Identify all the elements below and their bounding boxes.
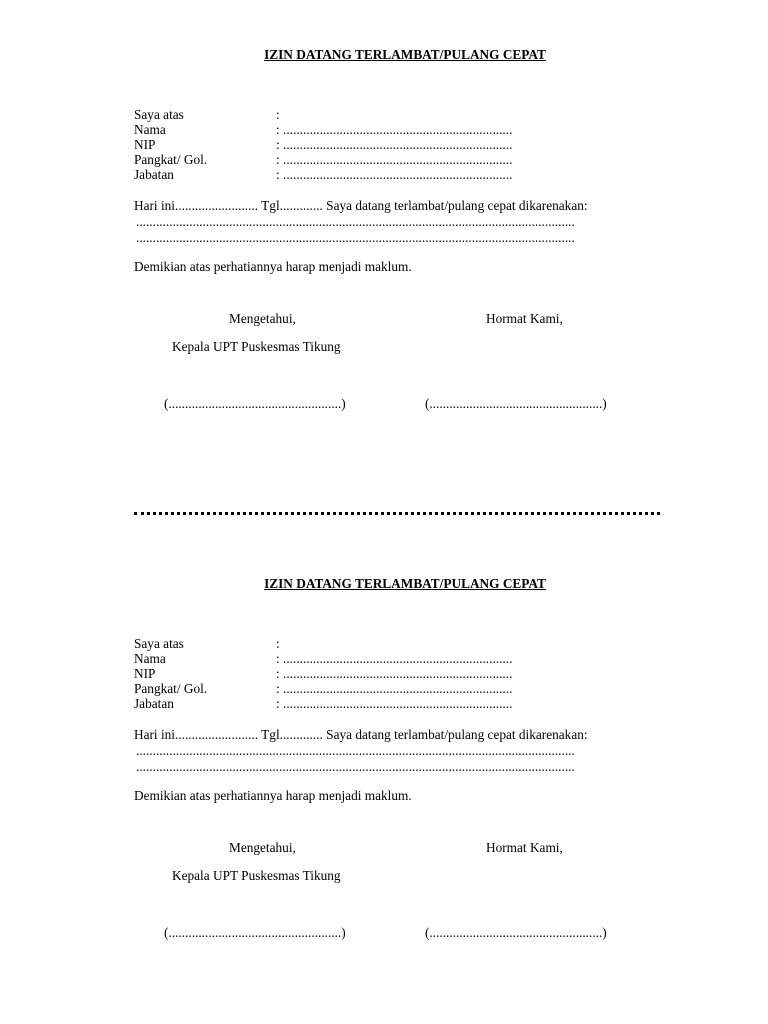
reason-dots-line: .................................................................................................................................... — [136, 230, 575, 245]
field-value: : ..................................................................... — [276, 651, 513, 666]
field-label: Pangkat/ Gol. — [134, 681, 208, 696]
field-label: NIP — [134, 666, 156, 681]
field-row-saya-atas — [134, 107, 512, 122]
field-value: : ..................................................................... — [276, 152, 513, 167]
field-row-nip — [134, 666, 512, 681]
regards-heading: Hormat Kami, — [486, 840, 563, 855]
head-of-unit-role: Kepala UPT Puskesmas Tikung — [172, 868, 341, 883]
head-signature-blank: (....................................................) — [164, 396, 346, 411]
form-title: IZIN DATANG TERLAMBAT/PULANG CEPAT — [264, 47, 546, 62]
reason-dots-line: .................................................................................................................................... — [136, 214, 575, 229]
head-signature-blank: (....................................................) — [164, 925, 346, 940]
field-label: Nama — [134, 651, 166, 666]
employee-signature-blank: (....................................................) — [425, 925, 607, 940]
head-of-unit-role: Kepala UPT Puskesmas Tikung — [172, 339, 341, 354]
regards-heading: Hormat Kami, — [486, 311, 563, 326]
identity-fields — [134, 636, 512, 711]
reason-dots-line: .................................................................................................................................... — [136, 759, 575, 774]
field-row-pangkat — [134, 152, 512, 167]
field-row-nama — [134, 122, 512, 137]
field-row-saya-atas — [134, 636, 512, 651]
field-label: Jabatan — [134, 696, 174, 711]
field-row-jabatan — [134, 167, 512, 182]
field-value: : ..................................................................... — [276, 137, 513, 152]
field-label: Jabatan — [134, 167, 174, 182]
acknowledged-heading: Mengetahui, — [229, 840, 296, 855]
field-label: Pangkat/ Gol. — [134, 152, 208, 167]
closing-statement: Demikian atas perhatiannya harap menjadi maklum. — [134, 788, 412, 803]
acknowledged-heading: Mengetahui, — [229, 311, 296, 326]
field-value: : ..................................................................... — [276, 666, 513, 681]
reason-line: Hari ini......................... Tgl............. Saya datang terlambat/pulang cepat dikarenakan: — [134, 727, 588, 742]
field-label: NIP — [134, 137, 156, 152]
cut-line-divider — [134, 512, 660, 515]
identity-fields — [134, 107, 512, 182]
field-value: : ..................................................................... — [276, 696, 513, 711]
closing-statement: Demikian atas perhatiannya harap menjadi maklum. — [134, 259, 412, 274]
field-row-jabatan — [134, 696, 512, 711]
reason-line: Hari ini......................... Tgl............. Saya datang terlambat/pulang cepat dikarenakan: — [134, 198, 588, 213]
field-value: : — [276, 107, 280, 122]
field-row-nama — [134, 651, 512, 666]
employee-signature-blank: (....................................................) — [425, 396, 607, 411]
field-value: : — [276, 636, 280, 651]
field-label: Nama — [134, 122, 166, 137]
field-label: Saya atas — [134, 636, 184, 651]
field-value: : ..................................................................... — [276, 681, 513, 696]
field-value: : ..................................................................... — [276, 122, 513, 137]
form-title: IZIN DATANG TERLAMBAT/PULANG CEPAT — [264, 576, 546, 591]
field-label: Saya atas — [134, 107, 184, 122]
field-row-pangkat — [134, 681, 512, 696]
field-value: : ..................................................................... — [276, 167, 513, 182]
reason-dots-line: .................................................................................................................................... — [136, 743, 575, 758]
field-row-nip — [134, 137, 512, 152]
